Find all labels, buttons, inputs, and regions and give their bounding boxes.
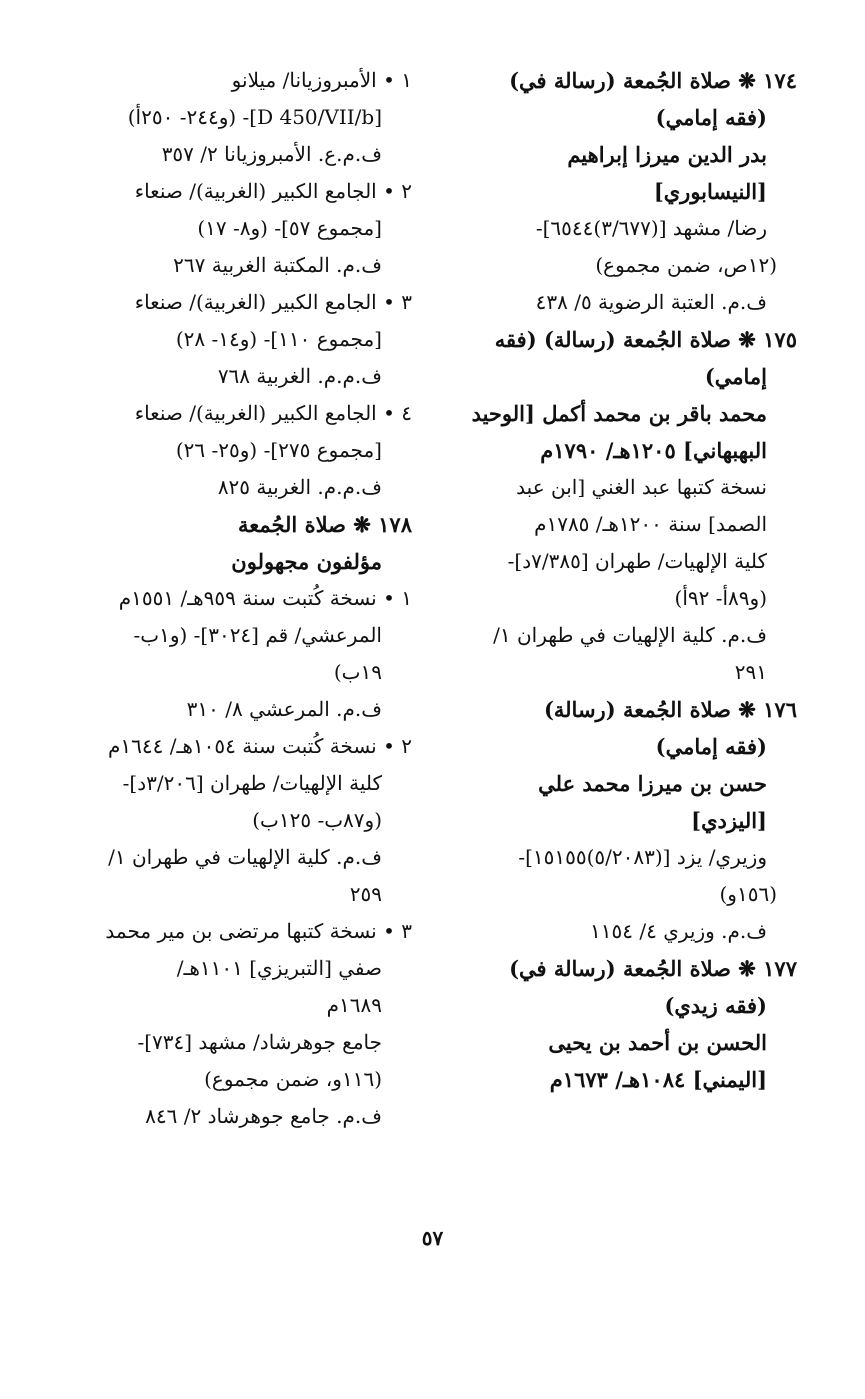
catalog-entry	[437, 321, 797, 691]
catalog-entry	[60, 284, 412, 395]
entry-text-line: (١٢ص، ضمن مجموع)	[595, 253, 777, 277]
entry-text-line: ف.م. جامع جوهرشاد ٢/ ٨٤٦	[145, 1104, 382, 1128]
entry-text-line: صفي [التبريزي] ١١٠١هـ/	[176, 956, 382, 980]
entry-text-line: المرعشي/ قم [٣٠٢٤]- (و١ب-	[133, 623, 382, 647]
catalog-entry	[60, 728, 412, 913]
entry-text-line: نسخة كتبها عبد الغني [ابن عبد	[516, 475, 767, 499]
entry-text-line: رضا/ مشهد [(٣/٦٧٧)٦٥٤٤]-	[535, 216, 767, 240]
entry-heading-line: (فقه إمامي)	[655, 734, 767, 759]
entry-heading-line: حسن بن ميرزا محمد علي	[538, 771, 767, 796]
entry-heading-line: ١٧٥ ❋ صلاة الجُمعة (رسالة) (فقه	[494, 327, 797, 352]
entry-heading-line: إمامي)	[704, 364, 767, 389]
entry-text-line: وزيري/ يزد [(٥/٢٠٨٣)١٥١٥٥]-	[518, 845, 767, 869]
catalog-entry	[60, 506, 412, 580]
entry-text-line: [مجموع ٢٧٥]- (و٢٥- ٢٦)	[175, 438, 382, 462]
entry-text-line: جامع جوهرشاد/ مشهد [٧٣٤]-	[137, 1030, 382, 1054]
entry-text-line: ف.م. العتبة الرضوية ٥/ ٤٣٨	[535, 290, 767, 314]
entry-text-line: ٢٥٩	[349, 882, 382, 906]
entry-text-line: ٢ • الجامع الكبير (الغربية)/ صنعاء	[134, 179, 412, 203]
catalog-entry	[60, 173, 412, 284]
entry-text-line: ٣ • الجامع الكبير (الغربية)/ صنعاء	[134, 290, 412, 314]
entry-heading-line: ١٧٨ ❋ صلاة الجُمعة	[237, 512, 412, 537]
catalog-entry	[60, 62, 412, 173]
entry-text-line: ف.م. وزيري ٤/ ١١٥٤	[590, 919, 767, 943]
entry-text-line: ف.م. المكتبة الغربية ٢٦٧	[173, 253, 382, 277]
entry-text-line: ف.م. كلية الإلهيات في طهران ١/	[493, 623, 767, 647]
entry-text-line: ف.م.م. الغربية ٨٢٥	[217, 475, 382, 499]
entry-text-line: كلية الإلهيات/ طهران [٣/٢٠٦د]-	[122, 771, 382, 795]
entry-text-line: (و٨٧ب- ١٢٥ب)	[252, 808, 382, 832]
left-column	[60, 62, 412, 1135]
entry-text-line: ف.م.م. الغربية ٧٦٨	[217, 364, 382, 388]
entry-text-line: ١٩ب)	[333, 660, 382, 684]
catalog-entry	[437, 691, 797, 950]
right-column	[437, 62, 797, 1098]
entry-heading-line: [اليزدي]	[691, 808, 767, 833]
entry-text-line: الصمد] سنة ١٢٠٠هـ/ ١٧٨٥م	[534, 512, 767, 536]
entry-heading-line: الحسن بن أحمد بن يحيى	[548, 1030, 767, 1055]
catalog-entry	[60, 395, 412, 506]
entry-text-line: كلية الإلهيات/ طهران [٧/٣٨٥د]-	[507, 549, 767, 573]
entry-heading-line: البهبهاني] ١٢٠٥هـ/ ١٧٩٠م	[540, 438, 767, 463]
entry-heading-line: مؤلفون مجهولون	[231, 549, 382, 574]
entry-text-line: ٢٩١	[734, 660, 767, 684]
entry-text-line: ف.م. المرعشي ٨/ ٣١٠	[186, 697, 382, 721]
entry-heading-line: ١٧٤ ❋ صلاة الجُمعة (رسالة في)	[509, 68, 797, 93]
entry-text-line: ٤ • الجامع الكبير (الغربية)/ صنعاء	[134, 401, 412, 425]
entry-heading-line: بدر الدين ميرزا إبراهيم	[567, 142, 767, 167]
entry-heading-line: ١٧٧ ❋ صلاة الجُمعة (رسالة في)	[509, 956, 797, 981]
entry-heading-line: [اليمني] ١٠٨٤هـ/ ١٦٧٣م	[549, 1067, 767, 1092]
entry-text-line: (١١٦و، ضمن مجموع)	[204, 1067, 382, 1091]
entry-text-line: (و٨٩أ- ٩٢أ)	[674, 586, 767, 610]
entry-text-line: [مجموع ٥٧]- (و٨- ١٧)	[197, 216, 382, 240]
entry-heading-line: محمد باقر بن محمد أكمل [الوحيد	[471, 401, 767, 426]
entry-heading-line: (فقه إمامي)	[655, 105, 767, 130]
entry-text-line: ف.م.ع. الأمبروزيانا ٢/ ٣٥٧	[161, 142, 382, 166]
catalog-entry	[60, 913, 412, 1135]
entry-text-line: ٣ • نسخة كتبها مرتضى بن مير محمد	[105, 919, 412, 943]
entry-text-line: ١٦٨٩م	[326, 993, 382, 1017]
catalog-entry	[437, 950, 797, 1098]
catalog-entry	[437, 62, 797, 321]
entry-text-line: ف.م. كلية الإلهيات في طهران ١/	[108, 845, 382, 869]
entry-text-line: (١٥٦و)	[719, 882, 777, 906]
entry-text-line: ٢ • نسخة كُتبت سنة ١٠٥٤هـ/ ١٦٤٤م	[108, 734, 412, 758]
entry-heading-line: [النيسابوري]	[653, 179, 767, 204]
catalog-entry	[60, 580, 412, 728]
entry-heading-line: (فقه زيدي)	[664, 993, 767, 1018]
page-number: ٥٧	[421, 1226, 444, 1250]
entry-heading-line: ١٧٦ ❋ صلاة الجُمعة (رسالة)	[543, 697, 797, 722]
entry-text-line: [مجموع ١١٠]- (و١٤- ٢٨)	[175, 327, 382, 351]
entry-text-line: [D 450/VII/b]- (و٢٤٤- ٢٥٠أ)	[127, 105, 382, 129]
entry-text-line: ١ • نسخة كُتبت سنة ٩٥٩هـ/ ١٥٥١م	[118, 586, 412, 610]
entry-text-line: ١ • الأمبروزيانا/ ميلانو	[231, 68, 412, 92]
